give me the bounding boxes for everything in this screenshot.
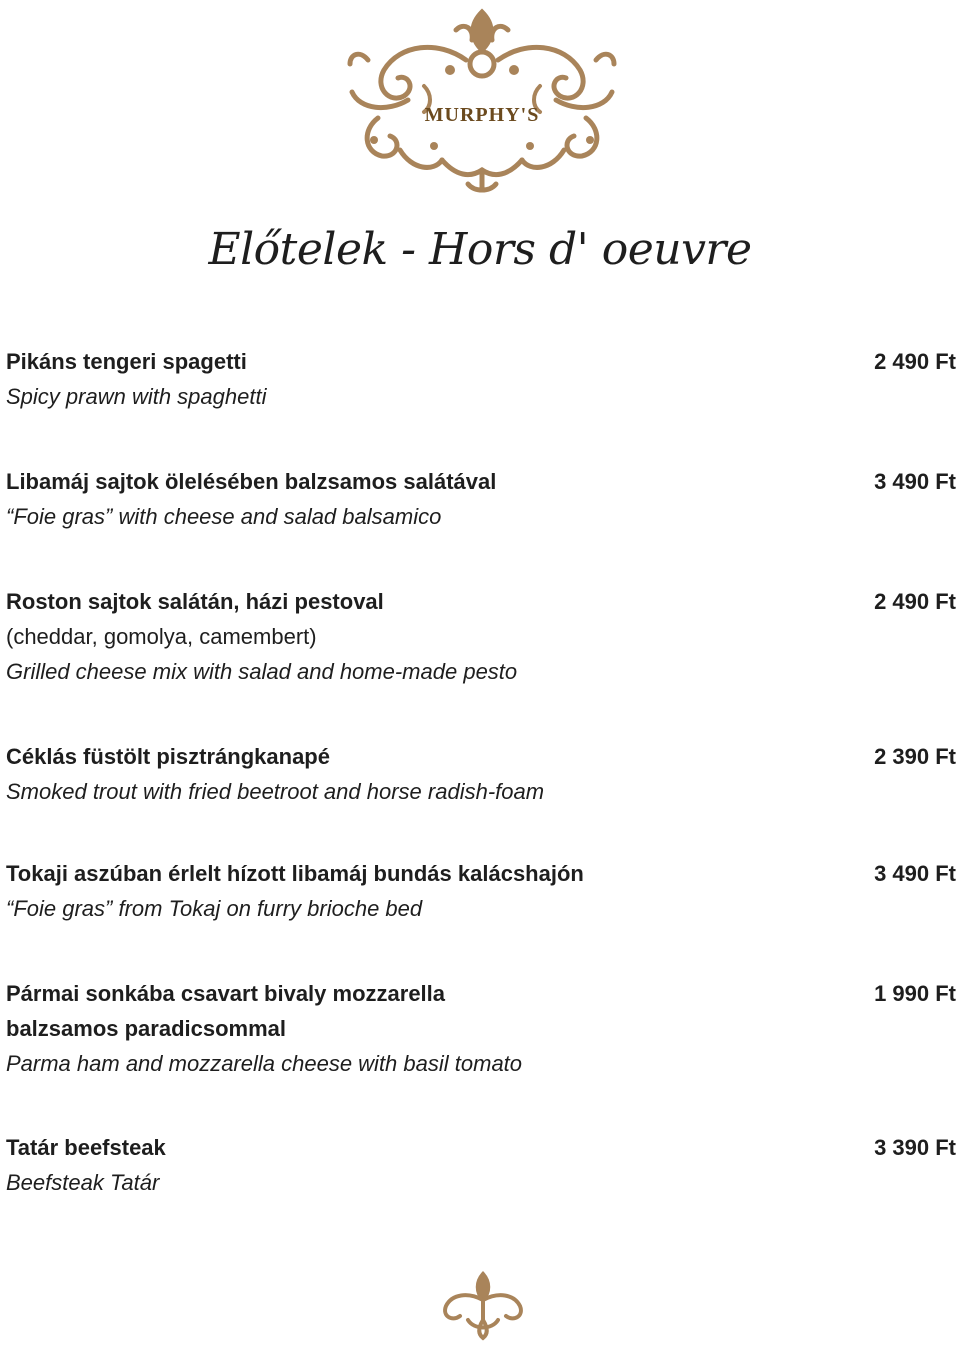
item-name: Tatár beefsteak [6,1135,166,1160]
menu-item [6,344,956,414]
item-description: Smoked trout with fried beetroot and horse radish-foam [6,779,545,804]
item-name: Tokaji aszúban érlelt hízott libamáj bundás kalácshajón [6,861,584,886]
item-price: 2 490 Ft [874,349,956,374]
item-price: 3 390 Ft [874,1135,956,1160]
section-title: Előtelek - Hors d' oeuvre [208,224,752,275]
menu-item [6,739,956,809]
item-ingredients: (cheddar, gomolya, camembert) [6,624,317,649]
item-price: 3 490 Ft [874,469,956,494]
item-description: “Foie gras” with cheese and salad balsamico [6,504,442,529]
item-name: Libamáj sajtok ölelésében balzsamos salátával [6,469,497,494]
item-description: Spicy prawn with spaghetti [6,384,267,409]
item-description: Beefsteak Tatár [6,1170,160,1195]
logo-ornament [338,0,626,196]
item-name: Roston sajtok salátán, házi pestoval [6,589,384,614]
item-description: Parma ham and mozzarella cheese with basil tomato [6,1051,523,1076]
menu-item [6,464,956,534]
menu-item [6,1130,956,1200]
menu-item [6,976,956,1081]
item-name: Céklás füstölt pisztrángkanapé [6,744,330,769]
logo-wordmark: MURPHY'S [424,104,540,126]
item-price: 2 490 Ft [874,589,956,614]
menu-item [6,856,956,926]
menu-item [6,584,956,689]
item-price: 3 490 Ft [874,861,956,886]
item-description: “Foie gras” from Tokaj on furry brioche bed [6,896,423,921]
footer-ornament [438,1270,528,1342]
item-name: Pikáns tengeri spagetti [6,349,247,374]
item-name: Pármai sonkába csavart bivaly mozzarella [6,981,446,1006]
item-description: Grilled cheese mix with salad and home-made pesto [6,659,518,684]
item-name-continued: balzsamos paradicsommal [6,1016,287,1041]
item-price: 2 390 Ft [874,744,956,769]
fleur-ornament-icon [438,1270,528,1342]
restaurant-logo [338,0,626,196]
item-price: 1 990 Ft [874,981,956,1006]
